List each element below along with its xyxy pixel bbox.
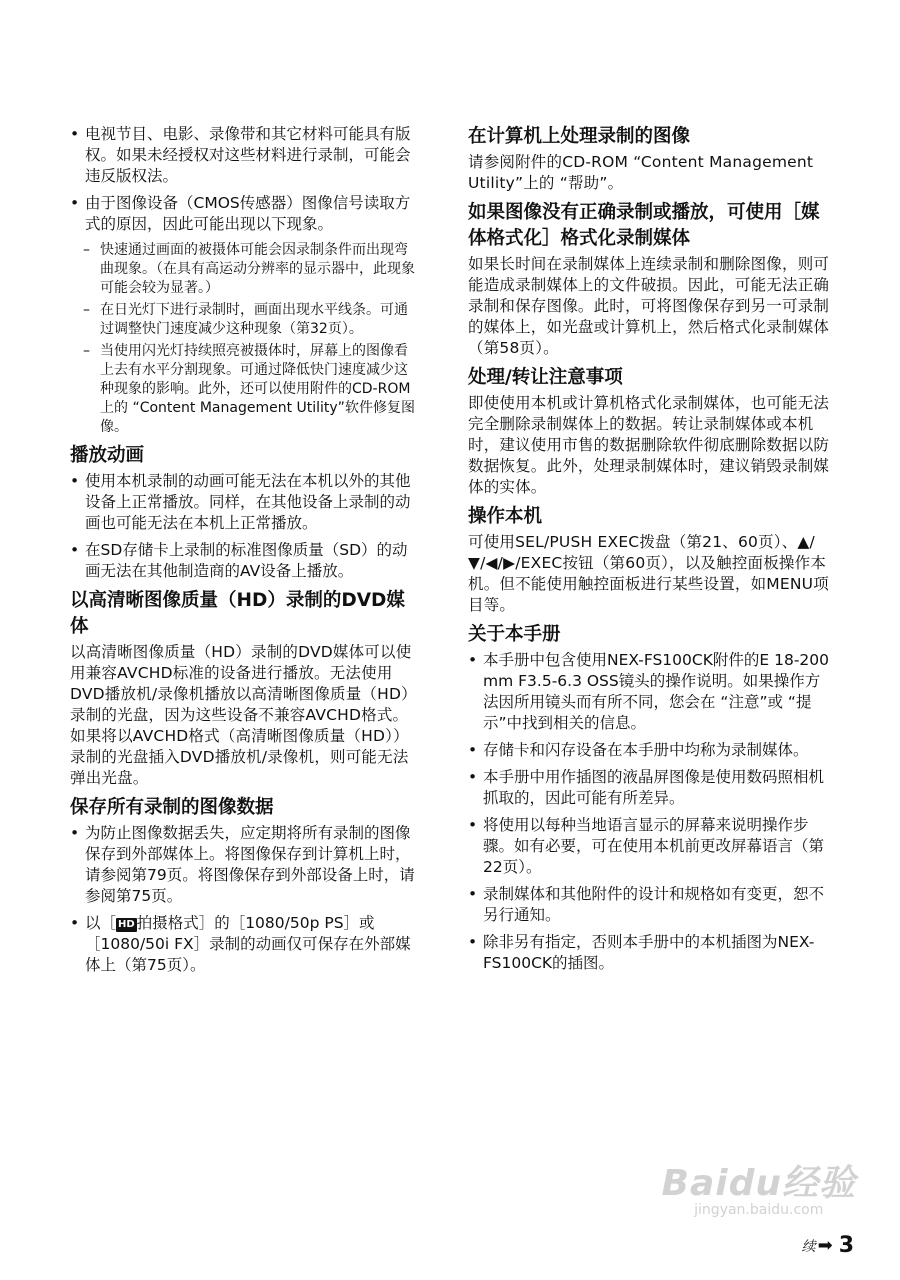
bullet-text: 本手册中用作插图的液晶屏图像是使用数码照相机抓取的，因此可能有所差异。	[483, 768, 825, 807]
bullet-dot: •	[468, 651, 478, 669]
format-heading: 如果图像没有正确录制或播放，可使用［媒体格式化］格式化录制媒体	[468, 202, 820, 249]
sub-text: 在日光灯下进行录制时，画面出现水平线条。可通过调整快门速度减少这种现象（第32页）。	[100, 302, 408, 337]
sub-item-fluorescent	[70, 301, 420, 339]
sub-text: 快速通过画面的被摄体可能会因录制条件而出现弯曲现象。（在具有高运动分辨率的显示器中，此现象可能会较为显著。）	[100, 242, 415, 296]
bullet-cmos	[70, 193, 420, 235]
bullet-text: 为防止图像数据丢失，应定期将所有录制的图像保存到外部媒体上。将图像保存到计算机上时，请参阅第79页。将图像保存到外部设备上时，请参阅第75页。	[85, 824, 415, 905]
pc-paragraph: 请参阅附件的CD-ROM “Content Management Utility”上的 “帮助”。	[468, 153, 814, 192]
bullet-save-backup	[70, 823, 420, 907]
bullet-dot: •	[70, 541, 80, 559]
bullet-dot: •	[468, 933, 478, 951]
bullet-save-format	[70, 913, 420, 976]
page-number: 3	[838, 1233, 854, 1258]
bullet-manual-lens	[468, 650, 830, 734]
bullet-text: 本手册中包含使用NEX-FS100CK附件的E 18-200 mm F3.5-6.3 OSS镜头的操作说明。如果操作方法因所用镜头而有所不同，您会在 “注意”或 “提示”中找到相关的信息。	[483, 651, 830, 732]
arrow-right-icon: ➡	[817, 1235, 833, 1256]
dvd-paragraph: 以高清晰图像质量（HD）录制的DVD媒体可以使用兼容AVCHD标准的设备进行播放。无法使用DVD播放机/录像机播放以高清晰图像质量（HD）录制的光盘，因为这些设备不兼容AVCHD格式。如果将以AVCHD格式（高清晰图像质量（HD））录制的光盘插入DVD播放机/录像机，则可能无法弹出光盘。	[70, 643, 417, 787]
bullet-text: 由于图像设备（CMOS传感器）图像信号读取方式的原因，因此可能出现以下现象。	[85, 194, 411, 233]
disposal-paragraph: 即使使用本机或计算机格式化录制媒体，也可能无法完全删除录制媒体上的数据。转让录制媒体或本机时，建议使用市售的数据删除软件彻底删除数据以防数据恢复。此外，处理录制媒体时，建议销毁录制媒体的实体。	[468, 394, 830, 496]
bullet-text: 除非另有指定，否则本手册中的本机插图为NEX-FS100CK的插图。	[483, 933, 815, 972]
continued-label: 续	[801, 1238, 816, 1255]
sub-dash: –	[83, 242, 90, 258]
watermark-url: jingyan.baidu.com	[694, 1202, 824, 1218]
bullet-dot: •	[468, 741, 478, 759]
bullet-manual-screens	[468, 767, 830, 809]
bullet-text: 使用本机录制的动画可能无法在本机以外的其他设备上正常播放。同样，在其他设备上录制的动画也可能无法在本机上正常播放。	[85, 472, 411, 532]
bullet-dot: •	[468, 885, 478, 903]
bullet-manual-language	[468, 815, 830, 878]
manual-heading: 关于本手册	[468, 624, 561, 645]
right-column	[468, 124, 830, 980]
bullet-dot: •	[70, 125, 80, 143]
bullet-dot: •	[70, 472, 80, 490]
disposal-heading: 处理/转让注意事项	[468, 367, 623, 388]
bullet-dot: •	[70, 194, 80, 212]
bullet-text: 电视节目、电影、录像带和其它材料可能具有版权。如果未经授权对这些材料进行录制，可能会违反版权法。	[85, 125, 411, 185]
bullet-text: 在SD存储卡上录制的标准图像质量（SD）的动画无法在其他制造商的AV设备上播放。	[85, 541, 408, 580]
operate-paragraph: 可使用SEL/PUSH EXEC拨盘（第21、60页）、▲/▼/◀/▶/EXEC按钮（第60页），以及触控面板操作本机。但不能使用触控面板进行某些设置，如MENU项目等。	[468, 533, 829, 614]
baidu-watermark	[662, 1155, 856, 1218]
sub-item-flash	[70, 342, 420, 437]
page-footer	[802, 1233, 854, 1258]
left-column	[70, 124, 420, 982]
bullet-manual-illustrations	[468, 932, 830, 974]
bullet-manual-specs	[468, 884, 830, 926]
bullet-dot: •	[468, 768, 478, 786]
bullet-text: 存储卡和闪存设备在本手册中均称为录制媒体。	[483, 741, 809, 759]
bullet-text-pre: 以［	[85, 914, 117, 932]
watermark-brand: Baidu经验	[661, 1163, 856, 1204]
sub-text: 当使用闪光灯持续照亮被摄体时，屏幕上的图像看上去有水平分割现象。可通过降低快门速度减少这种现象的影响。此外，还可以使用附件的CD-ROM上的 “Content Management Utility”软件修复图像。	[100, 343, 415, 435]
pc-heading: 在计算机上处理录制的图像	[468, 126, 691, 147]
bullet-playback-compat	[70, 471, 420, 534]
playback-heading: 播放动画	[70, 445, 145, 466]
bullet-sd-av	[70, 540, 420, 582]
hd-format-icon: HD	[118, 919, 135, 930]
save-heading: 保存所有录制的图像数据	[70, 797, 274, 818]
sub-dash: –	[83, 343, 90, 359]
format-paragraph: 如果长时间在录制媒体上连续录制和删除图像，则可能造成录制媒体上的文件破损。因此，可能无法正确录制和保存图像。此时，可将图像保存到另一可录制的媒体上，如光盘或计算机上，然后格式化录制媒体（第58页）。	[468, 255, 830, 357]
bullet-copyright	[70, 124, 420, 187]
bullet-dot: •	[468, 816, 478, 834]
bullet-dot: •	[70, 914, 80, 932]
operate-heading: 操作本机	[468, 506, 543, 527]
bullet-text-post: 拍摄格式］的［1080/50p PS］或［1080/50i FX］录制的动画仅可保存在外部媒体上（第75页）。	[85, 914, 411, 974]
bullet-manual-media	[468, 740, 830, 761]
sub-dash: –	[83, 302, 90, 318]
bullet-text: 录制媒体和其他附件的设计和规格如有变更，恕不另行通知。	[483, 885, 825, 924]
dvd-heading: 以高清晰图像质量（HD）录制的DVD媒体	[70, 590, 405, 637]
sub-item-bending	[70, 241, 420, 298]
bullet-text: 将使用以每种当地语言显示的屏幕来说明操作步骤。如有必要，可在使用本机前更改屏幕语言（第22页）。	[483, 816, 825, 876]
bullet-dot: •	[70, 824, 80, 842]
